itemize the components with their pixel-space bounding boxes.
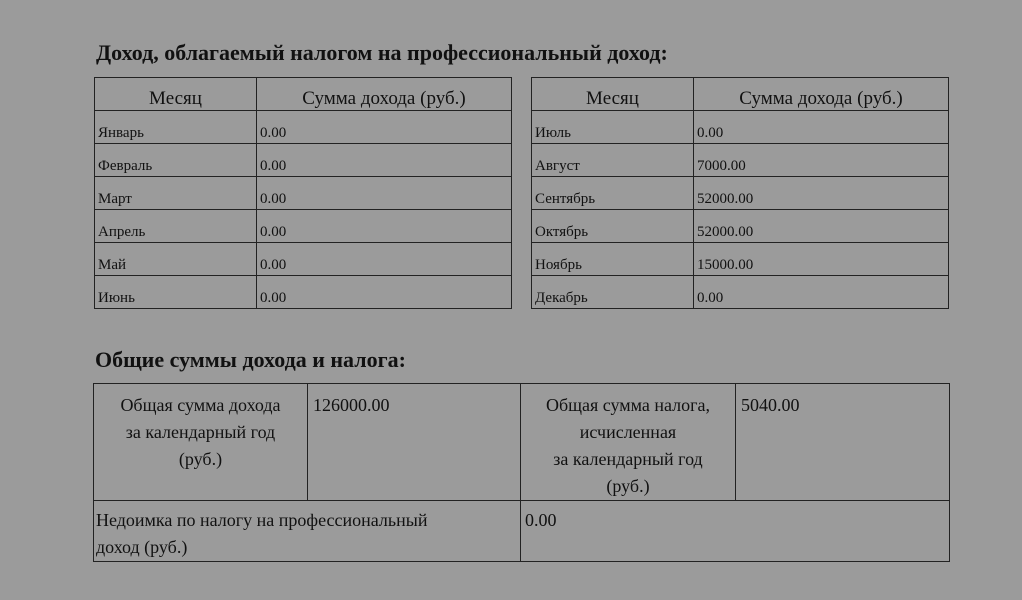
label-line: Общая сумма налога, — [545, 395, 711, 415]
table-header-row — [95, 78, 512, 111]
month-cell: Июль — [532, 111, 694, 144]
label-line: (руб.) — [606, 476, 650, 496]
col-header-month: Месяц — [532, 78, 694, 111]
amount-cell: 0.00 — [694, 111, 949, 144]
arrears-label — [94, 501, 521, 562]
month-cell: Март — [95, 177, 257, 210]
month-cell: Август — [532, 144, 694, 177]
label-line: исчисленная — [579, 422, 677, 442]
tax-total-value: 5040.00 — [736, 384, 950, 501]
totals-table — [93, 383, 950, 562]
table-row — [95, 276, 512, 309]
table-row — [532, 243, 949, 276]
table-row — [95, 210, 512, 243]
months-table-left — [94, 77, 512, 309]
month-cell: Апрель — [95, 210, 257, 243]
table-header-row — [532, 78, 949, 111]
month-cell: Июнь — [95, 276, 257, 309]
col-header-amount: Сумма дохода (руб.) — [694, 78, 949, 111]
month-cell: Октябрь — [532, 210, 694, 243]
month-cell: Май — [95, 243, 257, 276]
label-line: Общая сумма дохода — [120, 395, 281, 415]
amount-cell: 15000.00 — [694, 243, 949, 276]
amount-cell: 52000.00 — [694, 210, 949, 243]
income-heading: Доход, облагаемый налогом на профессиональный доход: — [96, 40, 668, 65]
col-header-month: Месяц — [95, 78, 257, 111]
totals-heading: Общие суммы дохода и налога: — [95, 347, 406, 372]
tax-total-label — [521, 384, 736, 501]
amount-cell: 0.00 — [257, 210, 512, 243]
col-header-amount: Сумма дохода (руб.) — [257, 78, 512, 111]
amount-cell: 52000.00 — [694, 177, 949, 210]
arrears-value: 0.00 — [521, 501, 950, 562]
income-total-label — [94, 384, 308, 501]
table-row — [532, 144, 949, 177]
amount-cell: 0.00 — [257, 243, 512, 276]
table-row — [532, 177, 949, 210]
totals-row — [94, 384, 950, 501]
label-line: Недоимка по налогу на профессиональный — [96, 510, 428, 530]
amount-cell: 0.00 — [257, 177, 512, 210]
month-cell: Ноябрь — [532, 243, 694, 276]
amount-cell: 0.00 — [257, 144, 512, 177]
amount-cell: 0.00 — [694, 276, 949, 309]
table-row — [95, 243, 512, 276]
table-row — [532, 111, 949, 144]
amount-cell: 0.00 — [257, 111, 512, 144]
label-line: доход (руб.) — [96, 537, 188, 557]
month-cell: Сентябрь — [532, 177, 694, 210]
label-line: за календарный год — [125, 422, 276, 442]
month-cell: Февраль — [95, 144, 257, 177]
income-total-value: 126000.00 — [308, 384, 521, 501]
arrears-row — [94, 501, 950, 562]
table-row — [95, 177, 512, 210]
label-line: за календарный год — [553, 449, 703, 469]
table-row — [95, 144, 512, 177]
table-row — [532, 210, 949, 243]
month-cell: Декабрь — [532, 276, 694, 309]
amount-cell: 0.00 — [257, 276, 512, 309]
amount-cell: 7000.00 — [694, 144, 949, 177]
table-row — [532, 276, 949, 309]
label-line: (руб.) — [178, 449, 223, 469]
months-table-right — [531, 77, 949, 309]
table-row — [95, 111, 512, 144]
month-cell: Январь — [95, 111, 257, 144]
